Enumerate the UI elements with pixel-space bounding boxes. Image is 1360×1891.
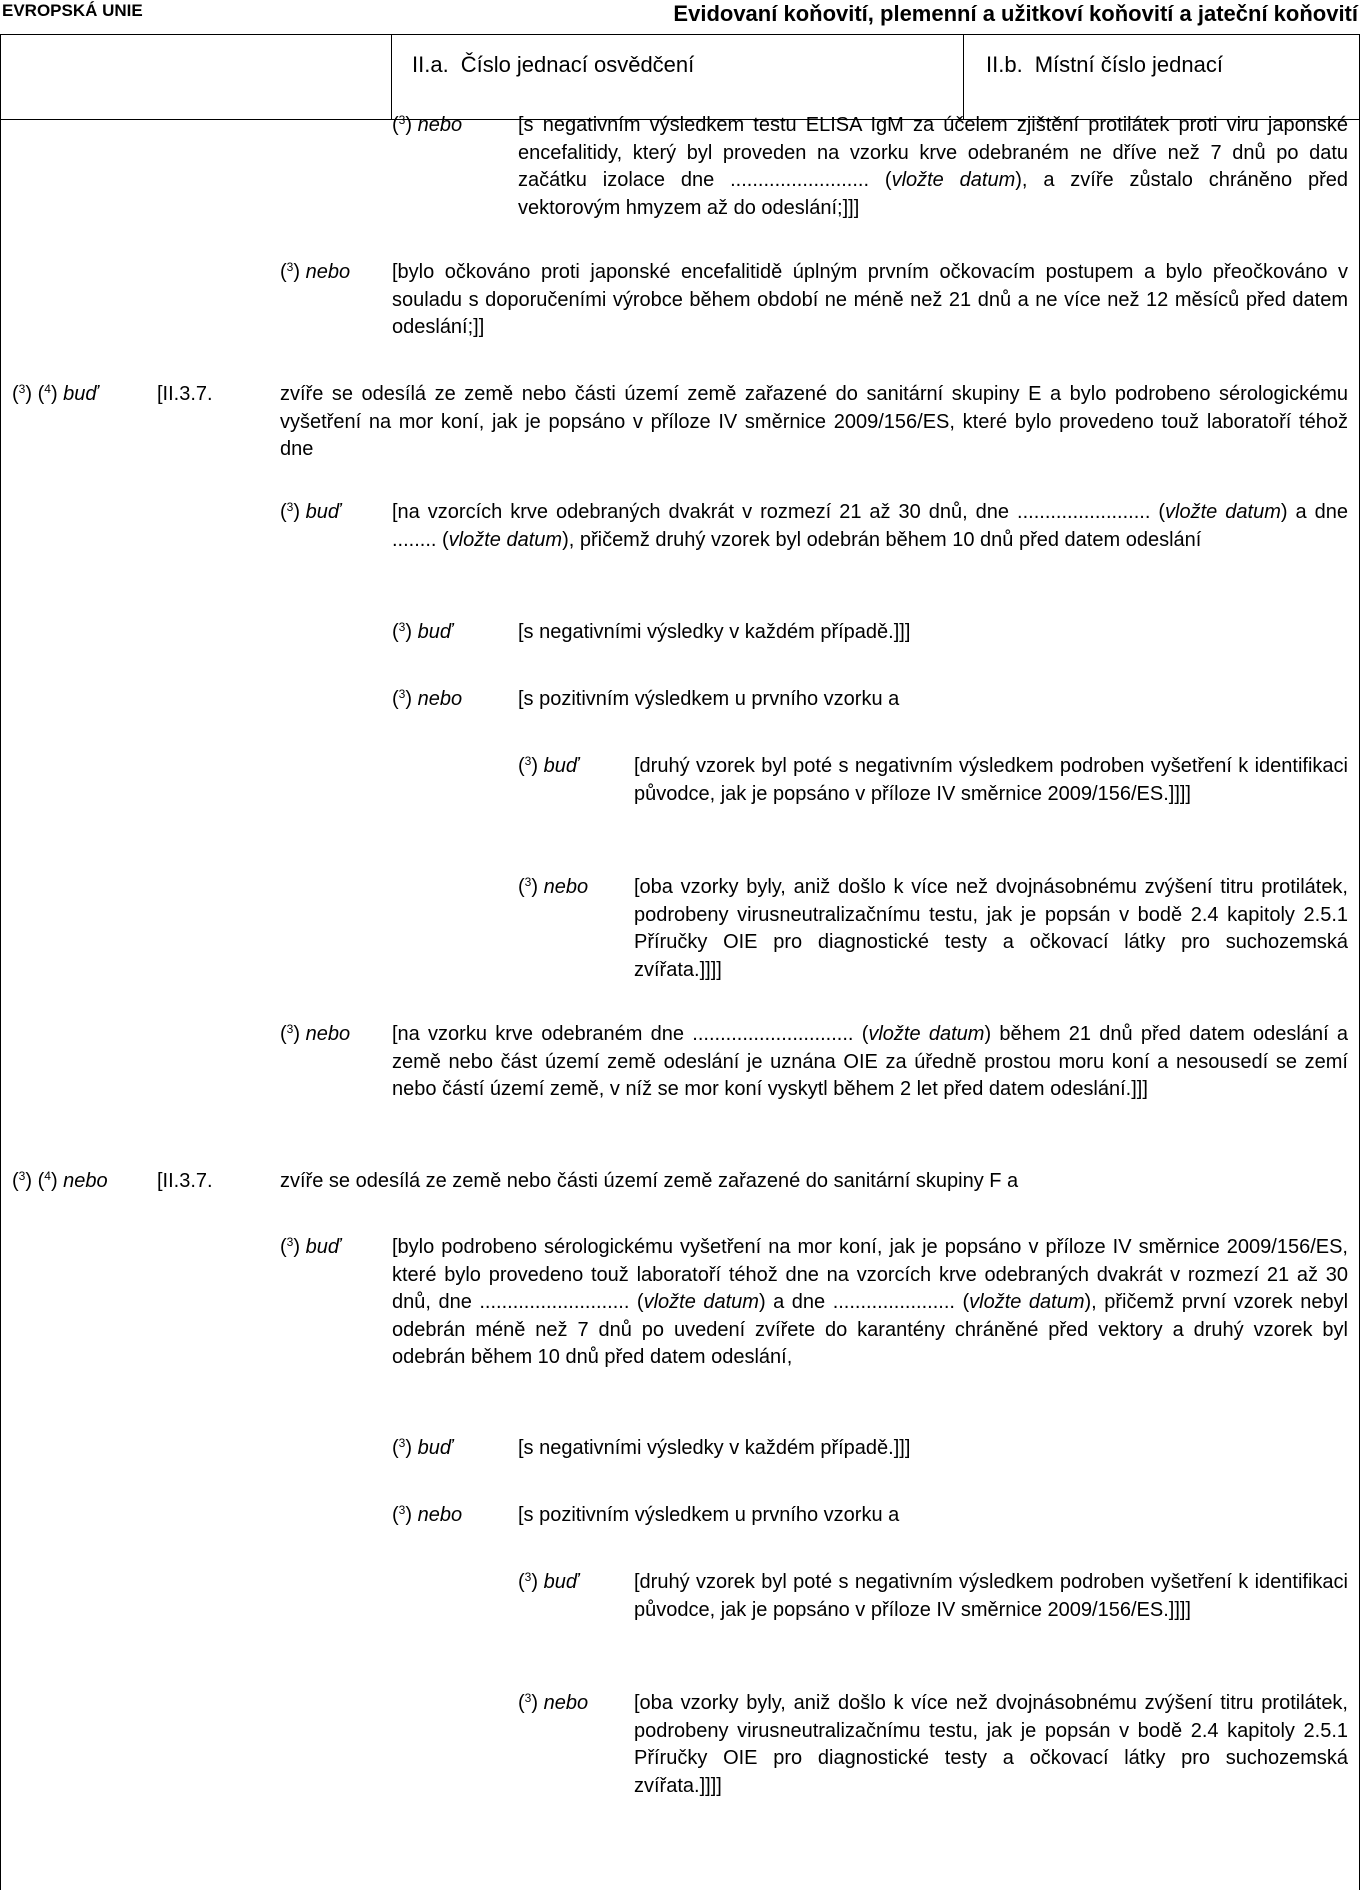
item-text: [s negativními výsledky v každém případě.]]] <box>518 621 911 643</box>
reference-b-text: Místní číslo jednací <box>1034 52 1223 77</box>
item-text: zvíře se odesílá ze země nebo části území země zařazené do sanitární skupiny F a <box>280 1170 1019 1192</box>
footnote-ref: ($^3$) <box>392 687 413 710</box>
item-marker <box>280 1021 350 1049</box>
item-marker <box>518 1690 588 1718</box>
item-marker <box>392 112 462 140</box>
item-text: [s pozitivním výsledkem u prvního vzorku a <box>518 1504 900 1526</box>
item-text: [oba vzorky byly, aniž došlo k více než dvojnásobnému zvýšení titru protilátek, podrobeny virusneutralizačnímu testu, jak je popsán v bodě 2.4 kapitoly 2.5.1 Příručky OIE pro diagnostické testy a očkovací látky pro suchozemská zvířata.]]]] <box>634 1692 1348 1797</box>
footnote-ref: ($^3$) <box>12 1169 33 1192</box>
header-left: EVROPSKÁ UNIE <box>2 1 143 20</box>
option-word: nebo <box>417 688 463 710</box>
item-marker <box>518 1569 578 1597</box>
option-word: nebo <box>543 876 589 898</box>
item-text: [bylo očkováno proti japonské encefalitidě úplným prvním očkovacím postupem a bylo přeočkováno v souladu s doporučeními výrobce během období ne méně než 21 dnů a ne více než 12 měsíců před datem odeslání;]] <box>392 261 1348 338</box>
item-marker <box>12 1168 108 1196</box>
option-word: buď <box>543 755 579 777</box>
footnote-ref: ($^3$) <box>280 1235 301 1258</box>
item-text: [s negativními výsledky v každém případě.]]] <box>518 1437 911 1459</box>
item-text: [oba vzorky byly, aniž došlo k více než dvojnásobnému zvýšení titru protilátek, podrobeny virusneutralizačnímu testu, jak je popsán v bodě 2.4 kapitoly 2.5.1 Příručky OIE pro diagnostické testy a očkovací látky pro suchozemská zvířata.]]]] <box>634 876 1348 981</box>
option-word: buď <box>63 383 98 405</box>
item-text: [druhý vzorek byl poté s negativním výsledkem podroben vyšetření k identifikaci původce, jak je popsáno v příloze IV směrnice 2009/156/ES.]]]] <box>634 755 1348 805</box>
option-word: nebo <box>63 1170 108 1192</box>
item-marker <box>12 381 98 409</box>
option-word: buď <box>543 1571 579 1593</box>
reference-a-label: II.a. <box>412 52 449 77</box>
item-code: [II.3.7. <box>157 383 213 405</box>
item-text: zvíře se odesílá ze země nebo části území země zařazené do sanitární skupiny E a bylo podrobeno sérologickému vyšetření na mor koní, jak je popsáno v příloze IV směrnice 2009/156/ES, které bylo provedeno touž laboratoří téhož dne <box>280 383 1348 460</box>
reference-local-number <box>986 52 1223 78</box>
footnote-ref: ($^3$) <box>280 500 301 523</box>
option-word: nebo <box>543 1692 589 1714</box>
reference-divider <box>963 35 964 119</box>
option-word: buď <box>305 1236 341 1258</box>
reference-b-label: II.b. <box>986 52 1023 77</box>
option-word: nebo <box>417 1504 463 1526</box>
item-marker <box>392 1502 462 1530</box>
item-marker <box>518 874 588 902</box>
item-marker <box>280 1234 340 1262</box>
footnote-ref: ($^4$) <box>32 382 58 405</box>
item-text: [bylo podrobeno sérologickému vyšetření na mor koní, jak je popsáno v příloze IV směrnice 2009/156/ES, které bylo provedeno touž laboratoří téhož dne na vzorcích krve odebraných dvakrát v rozmezí 21 až 30 dnů, dne ........................... (vložte datum) a dne ...................... (vložte datum), přičemž první vzorek nebyl odebrán méně než 7 dnů po uvedení zvířete do karantény chráněné před vektory a druhý vzorek byl odebrán během 10 dnů před datem odeslání, <box>392 1236 1349 1368</box>
footnote-ref: ($^3$) <box>518 1570 539 1593</box>
footnote-ref: ($^3$) <box>392 1503 413 1526</box>
reference-divider <box>391 35 392 119</box>
footnote-ref: ($^3$) <box>392 113 413 136</box>
item-marker <box>280 259 350 287</box>
option-word: buď <box>417 1437 453 1459</box>
footnote-ref: ($^3$) <box>392 1436 413 1459</box>
item-text: [na vzorcích krve odebraných dvakrát v rozmezí 21 až 30 dnů, dne ........................ (vložte datum) a dne ........ (vložte datum), přičemž druhý vzorek byl odebrán během 10 dnů před datem odeslání <box>392 501 1349 551</box>
footnote-ref: ($^3$) <box>518 1691 539 1714</box>
item-text: [s pozitivním výsledkem u prvního vzorku a <box>518 688 900 710</box>
item-code: [II.3.7. <box>157 1170 213 1192</box>
item-marker <box>392 686 462 714</box>
reference-certificate-number <box>412 52 694 78</box>
item-text: [druhý vzorek byl poté s negativním výsledkem podroben vyšetření k identifikaci původce, jak je popsáno v příloze IV směrnice 2009/156/ES.]]]] <box>634 1571 1348 1621</box>
item-marker <box>392 619 452 647</box>
footnote-ref: ($^3$) <box>518 754 539 777</box>
footnote-ref: ($^3$) <box>518 875 539 898</box>
item-text: [s negativním výsledkem testu ELISA IgM za účelem zjištění protilátek proti viru japonské encefalitidy, který byl proveden na vzorku krve odebraném ne dříve než 7 dnů po datu začátku izolace dne ......................... (vložte datum), a zvíře zůstalo chráněno před vektorovým hmyzem až do odeslání;]]] <box>518 114 1349 219</box>
reference-row <box>1 35 1359 120</box>
option-word: buď <box>305 501 341 523</box>
footnote-ref: ($^3$) <box>12 382 33 405</box>
option-word: nebo <box>305 1023 351 1045</box>
item-marker <box>392 1435 452 1463</box>
item-marker <box>280 499 340 527</box>
option-word: nebo <box>417 114 463 136</box>
item-marker <box>518 753 578 781</box>
footnote-ref: ($^4$) <box>32 1169 58 1192</box>
option-word: buď <box>417 621 453 643</box>
reference-a-text: Číslo jednací osvědčení <box>460 52 695 77</box>
footnote-ref: ($^3$) <box>280 260 301 283</box>
footnote-ref: ($^3$) <box>280 1022 301 1045</box>
option-word: nebo <box>305 261 351 283</box>
item-text: [na vzorku krve odebraném dne ............................. (vložte datum) během 21 dnů před datem odeslání a země nebo část území země odeslání je uznána OIE za úředně prostou moru koní a nesousedí se zemí nebo částí území země, v níž se mor koní vyskytl během 2 let před datem odeslání.]]] <box>392 1023 1348 1100</box>
header-title: Evidovaní koňovití, plemenní a užitkoví koňovití a jateční koňovití <box>673 1 1358 26</box>
footnote-ref: ($^3$) <box>392 620 413 643</box>
